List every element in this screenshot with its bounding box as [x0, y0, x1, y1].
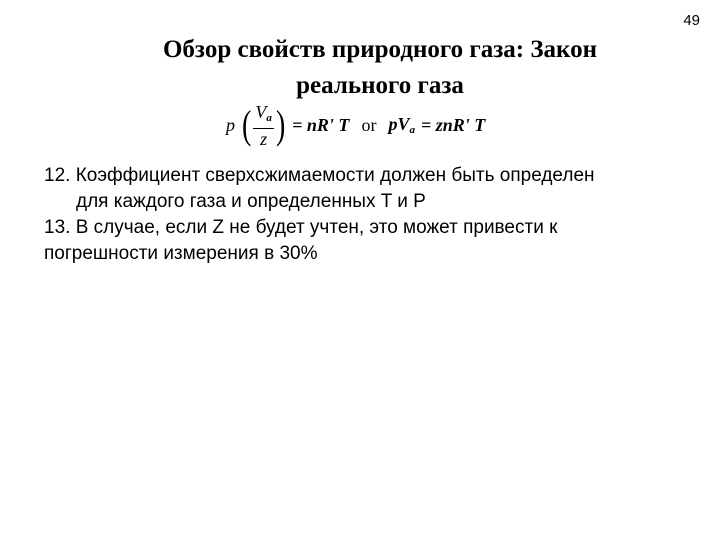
item-12-line-1: 12. Коэффициент сверхсжимаемости должен быть определен: [44, 165, 595, 186]
formula-right-paren: ): [275, 102, 286, 147]
slide-title: [60, 32, 700, 104]
title-line-2: реального газа: [296, 72, 464, 99]
page-number: 49: [683, 12, 700, 29]
item-13-line-2: погрешности измерения в 30%: [44, 243, 318, 264]
formula-denominator: z: [260, 128, 268, 149]
formula-fraction: [253, 102, 274, 149]
slide-body: [44, 163, 694, 267]
formula-numerator: $V_a$: [255, 101, 272, 124]
formula-pressure: p: [226, 114, 235, 135]
formula-rhs-2: = znR' T: [420, 114, 486, 135]
item-12-line-2: для каждого газа и определенных T и P: [76, 191, 426, 212]
item-13-line-1: 13. В случае, если Z не будет учтен, это может привести к: [44, 217, 558, 238]
formula-rhs-1: = nR' T: [292, 114, 350, 135]
title-line-1: Обзор свойств природного газа: Закон: [162, 36, 598, 63]
formula-or: or: [361, 114, 377, 135]
real-gas-formula: [226, 100, 485, 150]
formula-lhs-2: $pV_a$: [388, 114, 415, 136]
formula-left-paren: (: [241, 102, 252, 147]
